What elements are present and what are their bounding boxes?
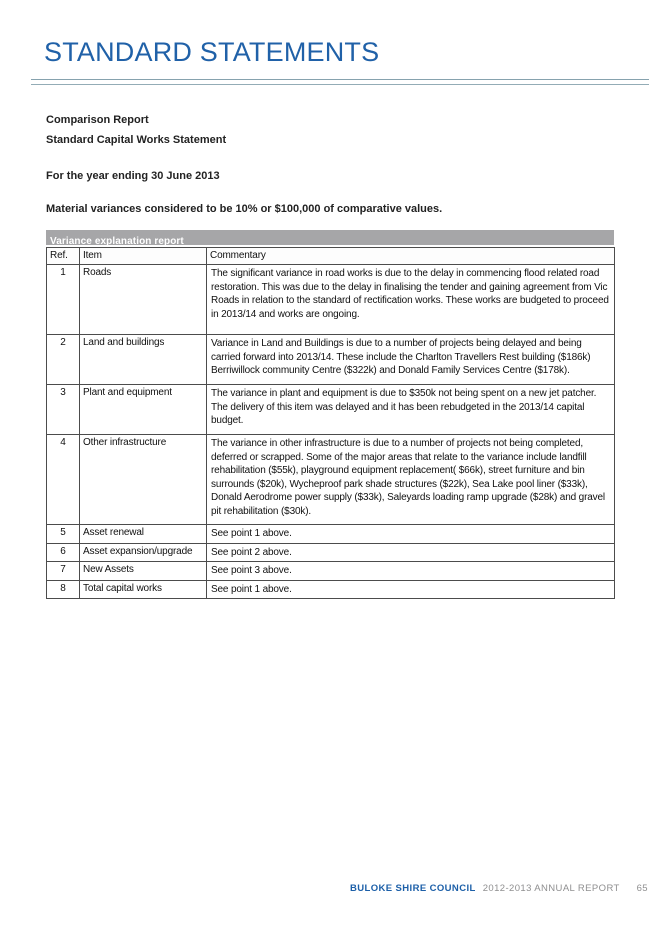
row-commentary: See point 1 above. — [207, 580, 615, 599]
row-commentary: See point 2 above. — [207, 543, 615, 562]
footer-report-title: 2012-2013 ANNUAL REPORT — [482, 883, 620, 894]
materiality-note: Material variances considered to be 10% or $100,000 of comparative values. — [46, 203, 443, 215]
report-content — [46, 110, 614, 599]
variance-table — [46, 247, 615, 599]
row-ref: 2 — [47, 335, 80, 385]
footer-page-number: 65 — [636, 883, 648, 894]
column-header-item: Item — [80, 248, 207, 265]
row-commentary: See point 3 above. — [207, 562, 615, 581]
row-ref: 6 — [47, 543, 80, 562]
page-footer — [350, 883, 648, 894]
page-title: STANDARD STATEMENTS — [44, 37, 380, 67]
period-line: For the year ending 30 June 2013 — [46, 170, 220, 182]
row-item: Total capital works — [80, 580, 207, 599]
row-item: New Assets — [80, 562, 207, 581]
table-row — [47, 335, 615, 385]
table-row — [47, 543, 615, 562]
row-ref: 5 — [47, 525, 80, 544]
row-item: Roads — [80, 265, 207, 335]
row-commentary: The significant variance in road works is due to the delay in commencing flood related road restoration. This was due to the delay in finalising the tender and gaining agreement from Vic Roads in relation to the standard of rectification works. These works are budgeted to proceed in 2013/14 and works are ongoing. — [207, 265, 615, 335]
title-divider — [31, 79, 649, 85]
row-item: Plant and equipment — [80, 385, 207, 435]
column-header-commentary: Commentary — [207, 248, 615, 265]
column-header-ref: Ref. — [47, 248, 80, 265]
row-ref: 1 — [47, 265, 80, 335]
row-ref: 4 — [47, 435, 80, 525]
row-ref: 7 — [47, 562, 80, 581]
row-ref: 8 — [47, 580, 80, 599]
table-row — [47, 385, 615, 435]
row-ref: 3 — [47, 385, 80, 435]
row-item: Land and buildings — [80, 335, 207, 385]
table-row — [47, 525, 615, 544]
row-commentary: Variance in Land and Buildings is due to a number of projects being delayed and being carried forward into 2013/14. These include the Charlton Travellers Rest building ($186k) Berriwillock community Centre ($322k) and Donald Family Services Centre ($178k). — [207, 335, 615, 385]
table-row — [47, 435, 615, 525]
row-item: Asset expansion/upgrade — [80, 543, 207, 562]
table-row — [47, 580, 615, 599]
table-header-row — [47, 248, 615, 265]
row-commentary: The variance in plant and equipment is due to $350k not being spent on a new jet patcher. The delivery of this item was delayed and it has been rebudgeted in the 2013/14 capital budget. — [207, 385, 615, 435]
row-commentary: The variance in other infrastructure is due to a number of projects not being completed, deferred or scrapped. Some of the major areas that relate to the variance include landfill rehabilitation ($55k), playground equipment replacement( $66k), street furniture and bin surrounds ($20k), Wycheproof park shade structures ($22k), Sea Lake pool liner ($33k), Donald Aerodrome power supply ($33k), Saleyards loading ramp upgrade ($28k) and gravel pit rehabilitation ($30k). — [207, 435, 615, 525]
row-item: Other infrastructure — [80, 435, 207, 525]
footer-council-name: BULOKE SHIRE COUNCIL — [350, 883, 476, 894]
table-row — [47, 562, 615, 581]
row-item: Asset renewal — [80, 525, 207, 544]
table-title: Variance explanation report — [50, 236, 184, 247]
statement-heading: Standard Capital Works Statement — [46, 134, 227, 146]
row-commentary: See point 1 above. — [207, 525, 615, 544]
table-row — [47, 265, 615, 335]
table-title-bar — [46, 230, 614, 245]
variance-table-section — [46, 230, 614, 599]
report-heading: Comparison Report — [46, 114, 149, 126]
